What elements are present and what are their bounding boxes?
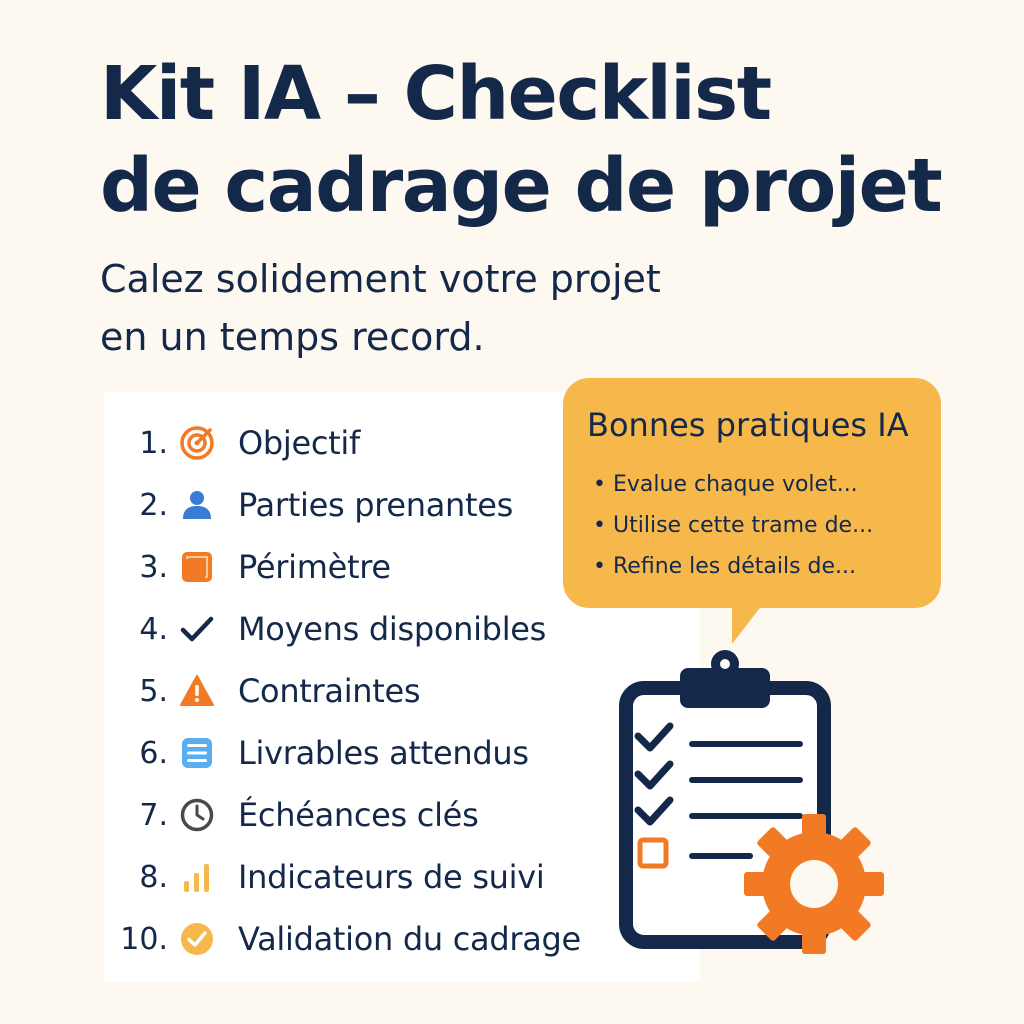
- check-circle-icon: [178, 920, 216, 958]
- item-label: Validation du cadrage: [238, 920, 581, 958]
- tips-list: [593, 464, 873, 587]
- title-line-2: de cadrage de projet: [100, 143, 942, 229]
- item-number: 3.: [139, 549, 168, 585]
- target-icon: [178, 424, 216, 462]
- item-number: 8.: [139, 859, 168, 895]
- subtitle-line-1: Calez solidement votre projet: [100, 257, 661, 301]
- bullet: •: [593, 554, 606, 579]
- item-label: Échéances clés: [238, 796, 479, 834]
- bullet: •: [593, 472, 606, 497]
- person-icon: [178, 486, 216, 524]
- item-number: 5.: [139, 673, 168, 709]
- tip-item: [593, 505, 873, 546]
- bubble-tail: [732, 600, 766, 644]
- clock-icon: [178, 796, 216, 834]
- clipboard-gear-icon: [600, 640, 900, 960]
- list-icon: [178, 734, 216, 772]
- item-label: Parties prenantes: [238, 486, 514, 524]
- bullet: •: [593, 513, 606, 538]
- subtitle-line-2: en un temps record.: [100, 315, 485, 359]
- item-number: 4.: [139, 611, 168, 647]
- tip-item: [593, 546, 873, 587]
- page-title: [100, 48, 1000, 232]
- tips-bubble: [563, 378, 941, 608]
- item-label: Moyens disponibles: [238, 610, 547, 648]
- checkmark-icon: [178, 610, 216, 648]
- item-label: Objectif: [238, 424, 360, 462]
- item-label: Indicateurs de suivi: [238, 858, 545, 896]
- tip-text: Refine les détails de...: [613, 554, 857, 579]
- item-number: 7.: [139, 797, 168, 833]
- item-number: 10.: [120, 921, 168, 957]
- clipboard-illustration: [600, 640, 900, 960]
- item-number: 1.: [139, 425, 168, 461]
- tip-text: Utilise cette trame de...: [613, 513, 874, 538]
- square-icon: [178, 548, 216, 586]
- warning-icon: [178, 672, 216, 710]
- item-label: Contraintes: [238, 672, 421, 710]
- item-label: Périmètre: [238, 548, 391, 586]
- tip-item: [593, 464, 873, 505]
- bar-chart-icon: [178, 858, 216, 896]
- subtitle: [100, 250, 661, 366]
- tips-title: Bonnes pratiques IA: [587, 406, 909, 444]
- item-number: 2.: [139, 487, 168, 523]
- item-label: Livrables attendus: [238, 734, 529, 772]
- title-line-1: Kit IA – Checklist: [100, 51, 771, 137]
- tip-text: Evalue chaque volet...: [613, 472, 858, 497]
- item-number: 6.: [139, 735, 168, 771]
